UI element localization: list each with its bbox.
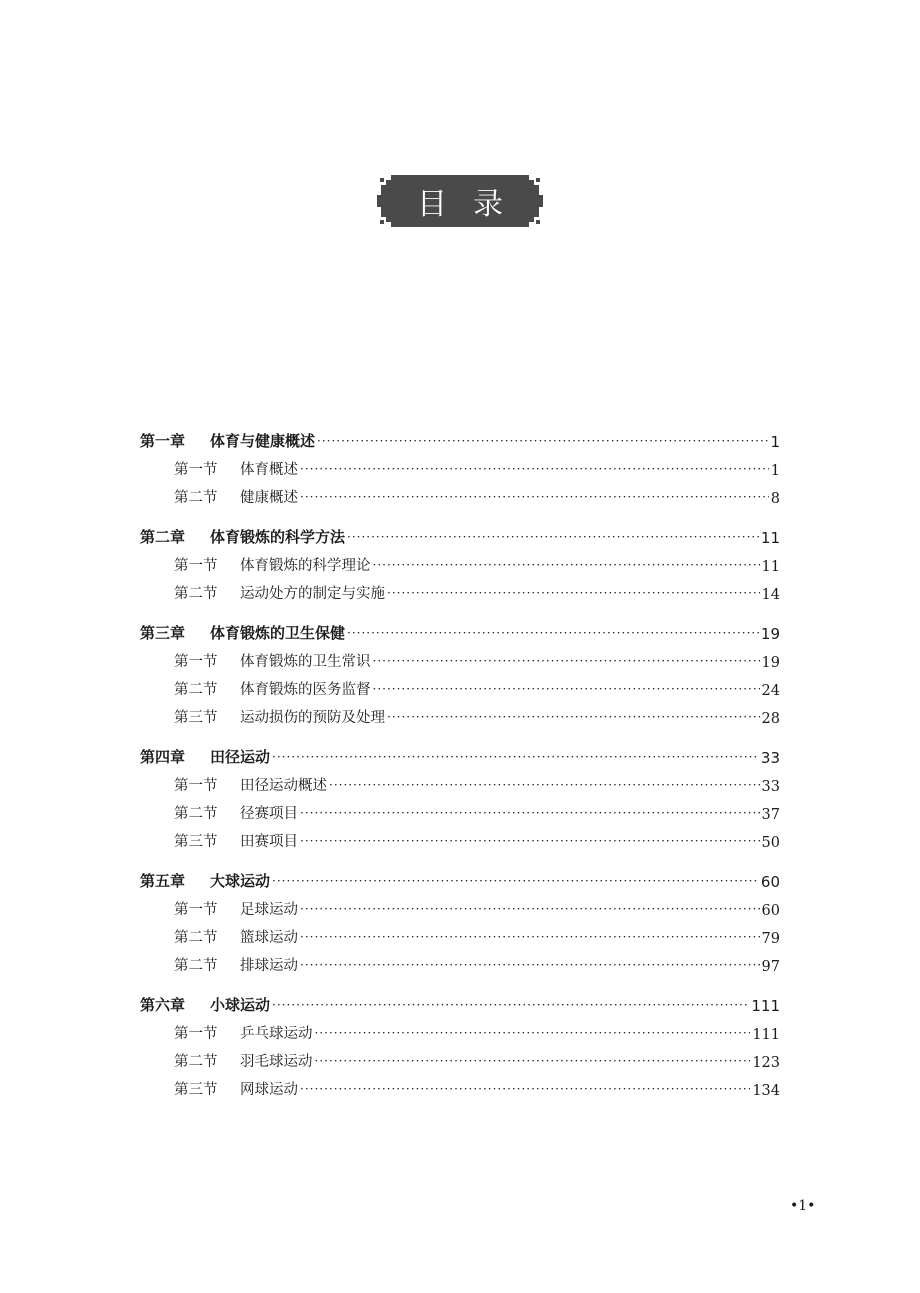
chapter-title: 田径运动	[210, 748, 271, 766]
section-number: 第二节	[174, 806, 218, 822]
section-title: 篮球运动	[240, 930, 298, 946]
section-page: 123	[752, 1055, 780, 1071]
section-page: 134	[752, 1083, 780, 1099]
section-title: 运动处方的制定与实施	[240, 586, 385, 602]
section-title: 羽毛球运动	[240, 1054, 313, 1070]
toc-chapter	[140, 616, 780, 727]
section-page: 19	[761, 655, 780, 671]
chapter-page: 33	[760, 749, 780, 767]
toc-chapter-row[interactable]	[140, 864, 780, 891]
section-number: 第一节	[174, 654, 218, 670]
toc-section-row[interactable]	[140, 671, 780, 699]
toc-section-row[interactable]	[140, 919, 780, 947]
toc-title: 目录	[417, 187, 529, 222]
chapter-number: 第一章	[140, 432, 186, 450]
toc-section-row[interactable]	[140, 947, 780, 975]
page-number: •1•	[790, 1198, 816, 1214]
section-title: 体育锻炼的卫生常识	[240, 654, 371, 670]
section-number: 第二节	[174, 490, 218, 506]
toc-chapter-row[interactable]	[140, 988, 780, 1015]
toc-chapter-row[interactable]	[140, 616, 780, 643]
chapter-number: 第二章	[140, 528, 186, 546]
toc-chapter	[140, 864, 780, 975]
section-title: 排球运动	[240, 958, 298, 974]
toc-section-row[interactable]	[140, 547, 780, 575]
dot-leader	[300, 806, 760, 820]
dot-leader	[300, 462, 769, 476]
section-number: 第三节	[174, 834, 218, 850]
section-number: 第一节	[174, 1026, 218, 1042]
section-page: 111	[752, 1027, 780, 1043]
toc-chapter	[140, 740, 780, 851]
dot-leader	[329, 778, 760, 792]
chapter-title: 大球运动	[210, 872, 271, 890]
dot-leader	[300, 1082, 750, 1096]
section-number: 第二节	[174, 586, 218, 602]
section-page: 28	[761, 711, 780, 727]
toc-chapter-row[interactable]	[140, 520, 780, 547]
section-number: 第二节	[174, 930, 218, 946]
toc-title-banner	[377, 175, 543, 227]
chapter-title: 体育锻炼的科学方法	[210, 528, 346, 546]
chapter-page: 60	[760, 873, 780, 891]
toc-chapter-row[interactable]	[140, 424, 780, 451]
dot-leader	[300, 490, 769, 504]
dot-leader	[300, 834, 760, 848]
section-title: 径赛项目	[240, 806, 298, 822]
section-number: 第三节	[174, 1082, 218, 1098]
chapter-number: 第五章	[140, 872, 186, 890]
table-of-contents	[140, 424, 780, 1112]
dot-leader	[315, 1026, 751, 1040]
dot-leader	[300, 930, 760, 944]
dot-leader	[315, 1054, 751, 1068]
section-title: 乒乓球运动	[240, 1026, 313, 1042]
chapter-title: 体育锻炼的卫生保健	[210, 624, 346, 642]
toc-section-row[interactable]	[140, 479, 780, 507]
section-number: 第二节	[174, 682, 218, 698]
dot-leader	[300, 902, 760, 916]
toc-section-row[interactable]	[140, 767, 780, 795]
chapter-page: 1	[770, 433, 780, 451]
section-number: 第二节	[174, 958, 218, 974]
toc-section-row[interactable]	[140, 1071, 780, 1099]
toc-section-row[interactable]	[140, 1043, 780, 1071]
section-title: 健康概述	[240, 490, 298, 506]
section-number: 第一节	[174, 558, 218, 574]
dot-leader	[387, 710, 760, 724]
chapter-page: 19	[760, 625, 780, 643]
section-page: 11	[761, 559, 780, 575]
toc-section-row[interactable]	[140, 643, 780, 671]
dot-leader	[347, 530, 759, 544]
section-number: 第三节	[174, 710, 218, 726]
chapter-page: 111	[751, 997, 780, 1015]
dot-leader	[272, 874, 759, 888]
section-title: 运动损伤的预防及处理	[240, 710, 385, 726]
section-page: 50	[761, 835, 780, 851]
toc-chapter-row[interactable]	[140, 740, 780, 767]
dot-leader	[373, 654, 760, 668]
toc-section-row[interactable]	[140, 891, 780, 919]
toc-section-row[interactable]	[140, 1015, 780, 1043]
section-title: 体育锻炼的医务监督	[240, 682, 371, 698]
dot-leader	[387, 586, 760, 600]
toc-chapter	[140, 520, 780, 603]
toc-section-row[interactable]	[140, 451, 780, 479]
chapter-number: 第六章	[140, 996, 186, 1014]
section-number: 第一节	[174, 902, 218, 918]
dot-leader	[373, 682, 760, 696]
section-page: 33	[761, 779, 780, 795]
section-title: 田径运动概述	[240, 778, 327, 794]
section-page: 60	[761, 903, 780, 919]
section-number: 第一节	[174, 778, 218, 794]
section-title: 田赛项目	[240, 834, 298, 850]
section-page: 79	[761, 931, 780, 947]
section-title: 体育概述	[240, 462, 298, 478]
section-page: 24	[761, 683, 780, 699]
section-page: 97	[761, 959, 780, 975]
dot-leader	[272, 998, 749, 1012]
section-page: 1	[770, 463, 780, 479]
toc-section-row[interactable]	[140, 575, 780, 603]
dot-leader	[272, 750, 759, 764]
section-number: 第二节	[174, 1054, 218, 1070]
section-page: 14	[761, 587, 780, 603]
toc-section-row[interactable]	[140, 823, 780, 851]
chapter-title: 小球运动	[210, 996, 271, 1014]
dot-leader	[373, 558, 760, 572]
chapter-number: 第三章	[140, 624, 186, 642]
toc-chapter	[140, 424, 780, 507]
dot-leader	[317, 434, 768, 448]
dot-leader	[300, 958, 760, 972]
section-number: 第一节	[174, 462, 218, 478]
section-page: 8	[770, 491, 780, 507]
toc-section-row[interactable]	[140, 795, 780, 823]
toc-chapter	[140, 988, 780, 1099]
section-title: 体育锻炼的科学理论	[240, 558, 371, 574]
section-title: 网球运动	[240, 1082, 298, 1098]
chapter-page: 11	[760, 529, 780, 547]
toc-section-row[interactable]	[140, 699, 780, 727]
chapter-title: 体育与健康概述	[210, 432, 316, 450]
section-title: 足球运动	[240, 902, 298, 918]
section-page: 37	[761, 807, 780, 823]
dot-leader	[347, 626, 759, 640]
chapter-number: 第四章	[140, 748, 186, 766]
